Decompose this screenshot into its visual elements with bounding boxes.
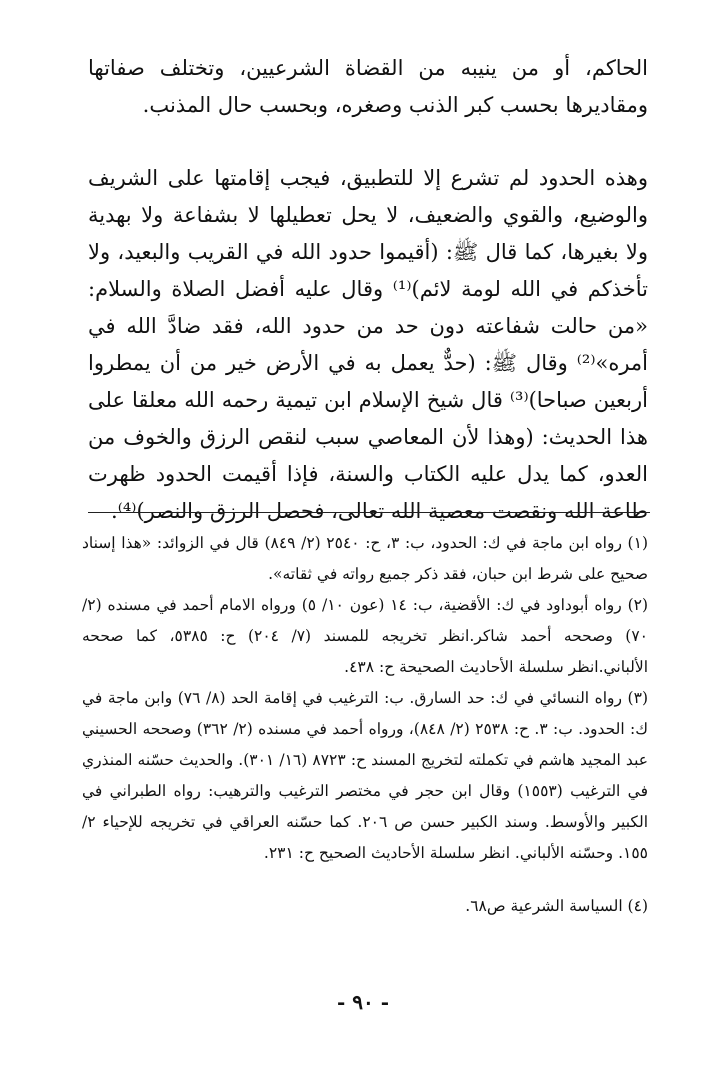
footnotes — [82, 528, 648, 922]
body-paragraph-2: وهذه الحدود لم تشرع إلا للتطبيق، فيجب إقامتها على الشريف والوضيع، والقوي والضعيف، لا يحل تعطيلها لا بشفاعة ولا بهدية ولا بغيرها، كما قال ﷺ: (أقيموا حدود الله في القريب والبعيد، ولا تأخذكم في الله لومة لائم)⁽¹⁾ وقال عليه أفضل الصلاة والسلام: «من حالت شفاعته دون حد من حدود الله، فقد ضادَّ الله في أمره»⁽²⁾ وقال ﷺ: (حدٌّ يعمل به في الأرض خير من أن يمطروا أربعين صباحا)⁽³⁾ قال شيخ الإسلام ابن تيمية رحمه الله معلقا على هذا الحديث: (وهذا لأن المعاصي سبب لنقص الرزق والخوف من العدو، كما يدل عليه الكتاب والسنة، فإذا أقيمت الحدود ظهرت طاعة الله ونقصت معصية الله تعالى، فحصل الرزق والنصر)⁽⁴⁾. — [88, 166, 648, 523]
footnote-2: (٢) رواه أبوداود في ك: الأقضية، ب: ١٤ (عون ١٠/ ٥) ورواه الامام أحمد في مسنده (٢/ ٧٠) وصححه أحمد شاكر.انظر تخريجه للمسند (٧/ ٢٠٤) ح: ٥٣٨٥، كما صححه الألباني.انظر سلسلة الأحاديث الصحيحة ح: ٤٣٨. — [82, 596, 649, 676]
body-paragraph-1: الحاكم، أو من ينيبه من القضاة الشرعيين، وتختلف صفاتها ومقاديرها بحسب كبر الذنب وصغره، وبحسب حال المذنب. — [88, 56, 648, 117]
footnote-divider — [88, 512, 650, 513]
footnote-3: (٣) رواه النسائي في ك: حد السارق. ب: الترغيب في إقامة الحد (٨/ ٧٦) وابن ماجة في ك: الحدود. ب: ٣. ح: ٢٥٣٨ (٢/ ٨٤٨)، ورواه أحمد في مسنده (٢/ ٣٦٢) وصححه الحسيني عبد المجيد هاشم في تكملته لتخريج المسند ح: ٨٧٢٣ (١٦/ ٣٠١). والحديث حسّنه المنذري في الترغيب (١٥٥٣) وقال ابن حجر في مختصر الترغيب والترهيب: رواه الطبراني في الكبير والأوسط. وسند الكبير حسن ص ٢٠٦. كما حسّنه العراقي في تخريجه للإحياء ٢/ ١٥٥. وحسّنه الألباني. انظر سلسلة الأحاديث الصحيح ح: ٢٣١. — [82, 689, 649, 862]
page-number: - ٩٠ - — [336, 990, 389, 1014]
footnote-1: (١) رواه ابن ماجة في ك: الحدود، ب: ٣، ح: ٢٥٤٠ (٢/ ٨٤٩) قال في الزوائد: «هذا إسناد صحيح على شرط ابن حبان، فقد ذكر جميع رواته في ثقاته». — [82, 534, 648, 583]
footnote-4: (٤) السياسة الشرعية ص٦٨. — [465, 897, 648, 915]
